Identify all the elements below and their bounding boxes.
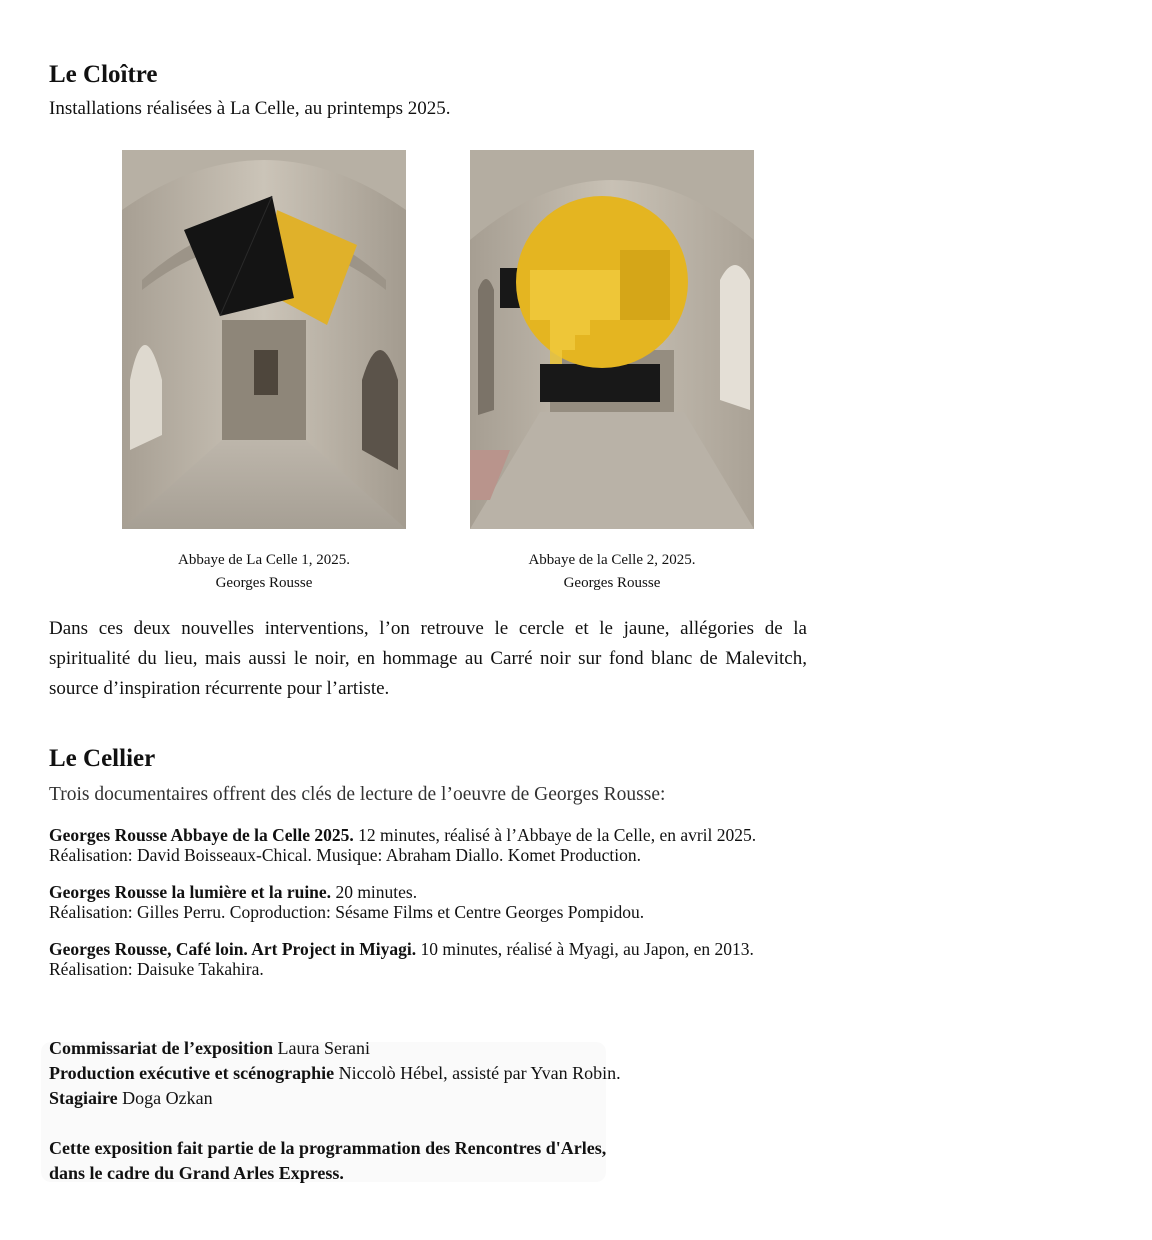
figure-1 [122,150,406,595]
credit-curator-value: Laura Serani [273,1038,370,1058]
program-note-line1: Cette exposition fait partie de la programmation des Rencontres d'Arles, [49,1138,607,1158]
program-note [49,1136,749,1186]
spacer [49,1111,749,1136]
caption-1 [122,549,406,595]
credit-production [49,1061,749,1086]
section-title-cellier: Le Cellier [49,745,156,772]
documentary-title: Georges Rousse Abbaye de la Celle 2025. [49,825,354,845]
documentary-item [49,825,869,865]
credit-intern [49,1086,749,1111]
photo-abbaye-2 [470,150,754,529]
document-page [49,58,849,1183]
documentary-title: Georges Rousse, Café loin. Art Project in Miyagi. [49,939,417,959]
documentary-detail: 10 minutes, réalisé à Myagi, au Japon, en 2013. [416,939,754,959]
figure-row [122,150,762,610]
caption-2 [470,549,754,595]
documentary-credits: Réalisation: David Boisseaux-Chical. Musique: Abraham Diallo. Komet Production. [49,845,641,865]
caption-1-artist: Georges Rousse [215,575,313,591]
cloitre-paragraph: Dans ces deux nouvelles interventions, l’on retrouve le cercle et le jaune, allégories de la spiritualité du lieu, mais aussi le noir, en hommage au Carré noir sur fond blanc de Malevitch, source d’inspiration récurrente pour l’artiste. [49,618,807,699]
exhibition-credits [49,1036,749,1186]
credit-curator [49,1036,749,1061]
documentary-credits: Réalisation: Gilles Perru. Coproduction: Sésame Films et Centre Georges Pompidou. [49,902,645,922]
photo-abbaye-1 [122,150,406,529]
caption-2-artist: Georges Rousse [563,575,661,591]
caption-2-title: Abbaye de la Celle 2, 2025. [528,552,696,568]
credit-curator-label: Commissariat de l’exposition [49,1038,273,1058]
cellier-intro: Trois documentaires offrent des clés de lecture de l’oeuvre de Georges Rousse: [49,784,666,805]
documentary-item [49,939,869,979]
documentary-detail: 20 minutes. [331,882,418,902]
cloitre-subtitle: Installations réalisées à La Celle, au printemps 2025. [49,98,451,119]
program-note-line2: dans le cadre du Grand Arles Express. [49,1163,344,1183]
credit-production-label: Production exécutive et scénographie [49,1063,335,1083]
documentary-credits: Réalisation: Daisuke Takahira. [49,959,264,979]
documentary-item [49,882,869,922]
figure-2 [470,150,754,595]
section-title-cloitre: Le Cloître [49,61,158,88]
documentary-detail: 12 minutes, réalisé à l’Abbaye de la Celle, en avril 2025. [353,825,757,845]
credit-intern-value: Doga Ozkan [117,1088,213,1108]
credit-production-value: Niccolò Hébel, assisté par Yvan Robin. [334,1063,621,1083]
documentary-title: Georges Rousse la lumière et la ruine. [49,882,332,902]
credit-intern-label: Stagiaire [49,1088,118,1108]
caption-1-title: Abbaye de La Celle 1, 2025. [177,552,351,568]
cellier-section [49,742,869,979]
